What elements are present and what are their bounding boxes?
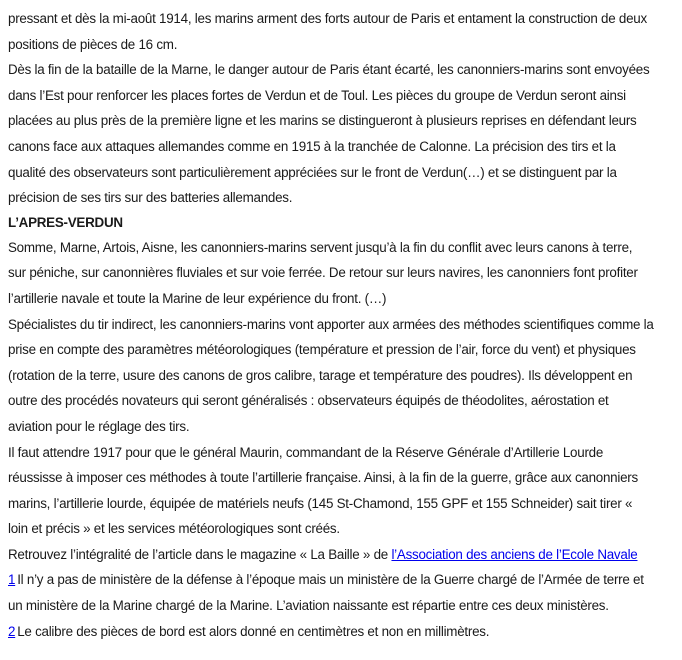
text-line: Il faut attendre 1917 pour que le général Maurin, commandant de la Réserve Générale d’Artillerie Lourde — [8, 444, 604, 460]
footnote-1-link[interactable]: 1 — [8, 572, 16, 588]
text-line: Somme, Marne, Artois, Aisne, les canonniers-marins servent jusqu’à la fin du conflit avec leurs canons à terre, — [8, 239, 633, 255]
footnote-1 — [8, 567, 680, 618]
text-line: aviation pour le réglage des tirs. — [8, 418, 190, 434]
footnote-2 — [8, 619, 680, 645]
text-line: réussisse à imposer ces méthodes à toute l’artillerie française. Ainsi, à la fin de la guerre, grâce aux canonniers — [8, 470, 638, 486]
text-line: Dès la fin de la bataille de la Marne, le danger autour de Paris étant écarté, les canonniers-marins sont envoyées — [8, 62, 650, 78]
footnote-text: Le calibre des pièces de bord est alors donné en centimètres et non en millimètres. — [17, 623, 490, 639]
footnote-line: un ministère de la Marine chargé de la Marine. L’aviation naissante est répartie entre ces deux ministères. — [8, 598, 609, 614]
text-line: prise en compte des paramètres météorologiques (température et pression de l’air, force du vent) et physiques — [8, 342, 636, 358]
text-line: Spécialistes du tir indirect, les canonniers-marins vont apporter aux armées des méthodes scientifiques comme la — [8, 316, 654, 332]
text-line: positions de pièces de 16 cm. — [8, 36, 178, 52]
footnote-2-link[interactable]: 2 — [8, 623, 16, 639]
apres-paragraph — [8, 235, 680, 312]
text-line: (rotation de la terre, usure des canons de gros calibre, tarage et température des poudres). Ils développent en — [8, 367, 633, 383]
footnote-text: Il n’y a pas de ministère de la défense à l’époque mais un ministère de la Guerre chargé de l’Armée de terre et — [17, 572, 644, 588]
intro-paragraph — [8, 6, 680, 57]
text-line: placées au plus près de la première ligne et les marins se distingueront à plusieurs reprises en défendant leurs — [8, 113, 637, 129]
footnote-line — [8, 619, 680, 645]
text-line: sur péniche, sur canonnières fluviales et sur voie ferrée. De retour sur leurs navires, les canonniers font profiter — [8, 265, 638, 281]
text-line: qualité des observateurs sont particulièrement appréciées sur le front de Verdun(…) et se distinguent par la — [8, 164, 617, 180]
text-line: dans l’Est pour renforcer les places fortes de Verdun et de Toul. Les pièces du groupe de Verdun seront ainsi — [8, 87, 626, 103]
maurin-paragraph — [8, 440, 680, 542]
footnote-line — [8, 567, 680, 593]
text-line: marins, l’artillerie lourde, équipée de matériels neufs (145 St-Chamond, 155 GPF et 155 Schneider) sait tirer « — [8, 495, 633, 511]
article-body — [8, 6, 680, 644]
text-line: outre des procédés novateurs qui seront généralisés : observateurs équipés de théodolites, aérostation et — [8, 393, 609, 409]
text-line: l’artillerie navale et toute la Marine de leur expérience du front. (…) — [8, 290, 387, 306]
association-link[interactable]: l’Association des anciens de l’Ecole Navale — [391, 546, 638, 562]
text-line: loin et précis » et les services météorologiques sont créés. — [8, 521, 340, 537]
text-line: pressant et dès la mi-août 1914, les marins arment des forts autour de Paris et entament la construction de deux — [8, 11, 647, 26]
specialistes-paragraph — [8, 312, 680, 440]
source-paragraph — [8, 542, 680, 568]
source-text: Retrouvez l’intégralité de l’article dans le magazine « La Baille » de — [8, 546, 392, 562]
text-line: précision de ses tirs sur des batteries allemandes. — [8, 190, 293, 206]
text-line: canons face aux attaques allemandes comme en 1915 à la tranchée de Calonne. La précision des tirs et la — [8, 138, 616, 154]
verdun-paragraph — [8, 57, 680, 211]
section-heading: L’APRES-VERDUN — [8, 214, 123, 230]
